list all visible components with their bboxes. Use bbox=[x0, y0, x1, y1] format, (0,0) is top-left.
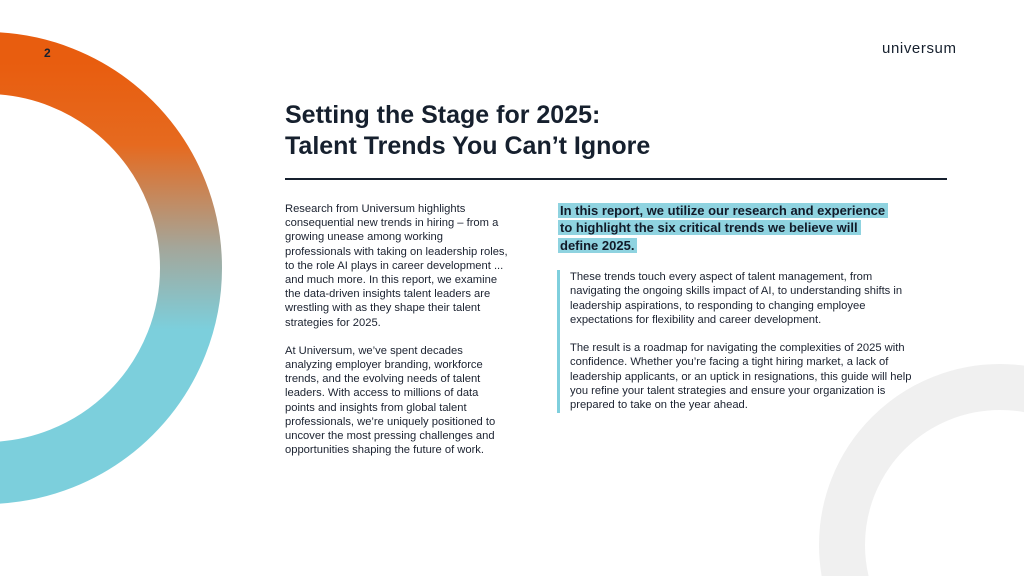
callout-text: In this report, we utilize our research and experience to highlight the six critical trends we believe will define 2025. bbox=[558, 203, 888, 253]
title-line-1: Setting the Stage for 2025: bbox=[285, 101, 601, 129]
highlight-callout bbox=[558, 202, 888, 254]
left-paragraph-1: Research from Universum highlights consequential new trends in hiring – from a growing unease among working professionals with taking on leadership roles, to the role AI plays in career development ... and much more. In this report, we examine the data-driven insights talent leaders are wrestling with as they shape their talent strategies for 2025. bbox=[285, 203, 508, 329]
right-paragraph-1: These trends touch every aspect of talent management, from navigating the ongoing skills impact of AI, to understanding shifts in leadership aspirations, to responding to changing employee expectations for flexibility and career development. bbox=[570, 271, 903, 326]
title-divider bbox=[285, 178, 947, 180]
right-paragraph-2: The result is a roadmap for navigating the complexities of 2025 with confidence. Whether you’re facing a tight hiring market, a lack of leadership applicants, or an uptick in resignations, this guide will help you refine your talent strategies and ensure your organization is prepared to take on the year ahead. bbox=[570, 342, 912, 412]
right-column bbox=[557, 270, 915, 413]
left-column bbox=[285, 202, 510, 471]
page-number: 2 bbox=[44, 46, 51, 60]
page-title bbox=[285, 100, 650, 162]
title-line-2: Talent Trends You Can’t Ignore bbox=[285, 132, 651, 160]
left-paragraph-2: At Universum, we’ve spent decades analyzing employer branding, workforce trends, and the evolving needs of talent leaders. With access to millions of data points and insights from global talent professionals, we’re uniquely positioned to uncover the most pressing challenges and opportunities shaping the future of work. bbox=[285, 344, 496, 457]
universum-logo: universum bbox=[882, 40, 957, 57]
